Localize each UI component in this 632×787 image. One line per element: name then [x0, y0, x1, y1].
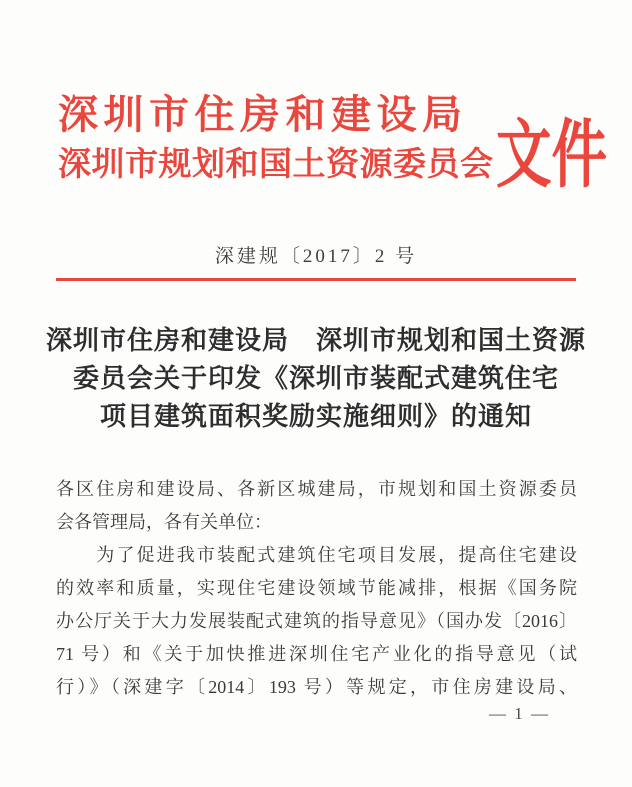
file-mark-wenjian: 文件 [495, 114, 607, 197]
page-number: — 1 — [489, 704, 550, 723]
document-reference-number: 深建规〔2017〕2 号 [214, 246, 418, 267]
red-letterhead [58, 92, 632, 197]
issuing-agencies [58, 92, 494, 183]
body-line: 会各管理局，各有关单位： [56, 512, 272, 532]
body-line: 办公厅关于大力发展装配式建筑的指导意见》（国办发〔2016〕 [56, 611, 577, 631]
title-line-2: 委员会关于印发《深圳市装配式建筑住宅 [72, 364, 559, 393]
title-line-1: 深圳市住房和建设局 深圳市规划和国土资源 [45, 326, 586, 355]
body-line: 71 号）和《关于加快推进深圳住宅产业化的指导意见（试 [56, 644, 577, 664]
agency-name-line-2: 深圳市规划和国土资源委员会 [58, 147, 494, 183]
red-divider-line [56, 278, 576, 281]
body-line: 各区住房和建设局、各新区城建局，市规划和国土资源委员 [56, 479, 577, 499]
document-title [0, 322, 632, 436]
title-line-3: 项目建筑面积奖励实施细则》的通知 [99, 402, 532, 431]
body-text [56, 473, 577, 704]
agency-name-line-1: 深圳市住房和建设局 [58, 92, 468, 137]
body-line: 为了促进我市装配式建筑住宅项目发展，提高住宅建设 [56, 545, 577, 565]
body-line: 的效率和质量，实现住宅建设领域节能减排，根据《国务院 [56, 578, 577, 598]
body-line: 行）》（深建字〔2014〕193 号）等规定，市住房建设局、 [56, 677, 577, 697]
